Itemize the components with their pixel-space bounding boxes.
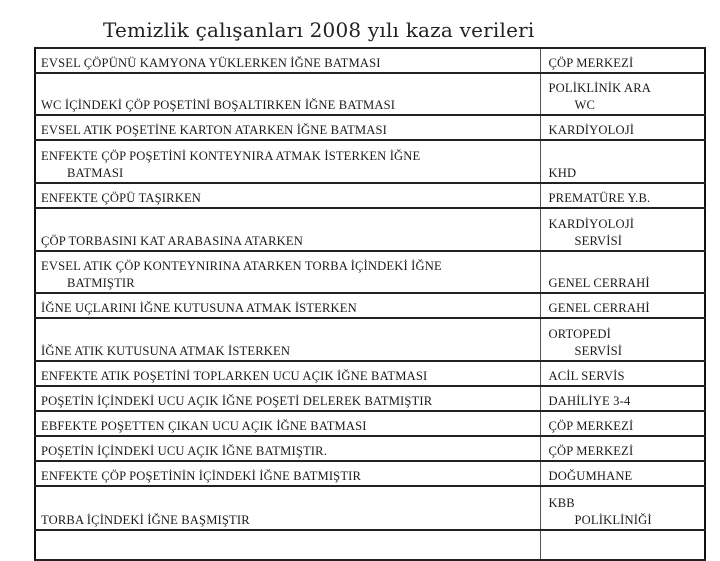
incident-description: TORBA İÇİNDEKİ İĞNE BAŞMIŞTIR	[41, 513, 250, 527]
table-row	[35, 183, 705, 208]
department-name: KARDİYOLOJİ	[548, 217, 635, 231]
incident-description-cell	[35, 361, 540, 386]
incident-description: EVSEL ATIK POŞETİNE KARTON ATARKEN İĞNE BATMASI	[41, 123, 388, 137]
incident-description-cell	[35, 48, 540, 73]
incident-description-cell	[35, 386, 540, 411]
table-row	[35, 140, 705, 183]
department-name: KHD	[548, 166, 577, 180]
table-row	[35, 436, 705, 461]
department-name: POLİKLİNİK ARA	[548, 81, 651, 95]
incident-description: ENFEKTE ÇÖP POŞETİNİN İÇİNDEKİ İĞNE BATMIŞTIR	[41, 469, 362, 483]
incident-description-cell	[35, 115, 540, 140]
table-row	[35, 486, 705, 530]
department-cell	[540, 115, 705, 140]
incident-description-cell	[35, 251, 540, 293]
department-name: KBB	[548, 496, 575, 510]
incident-description-cell	[35, 436, 540, 461]
department-cell	[540, 486, 705, 530]
table-row	[35, 73, 705, 115]
department-cell	[540, 461, 705, 486]
incident-description: EBFEKTE POŞETTEN ÇIKAN UCU AÇIK İĞNE BATMASI	[41, 419, 367, 433]
department-cell	[540, 436, 705, 461]
incident-description: EVSEL ÇÖPÜNÜ KAMYONA YÜKLERKEN İĞNE BATMASI	[41, 56, 381, 70]
incident-description: ENFEKTE ÇÖP POŞETİNİ KONTEYNIRA ATMAK İSTERKEN İĞNE	[41, 149, 421, 163]
department-cell	[540, 140, 705, 183]
table-row	[35, 318, 705, 361]
incident-description-cell	[35, 486, 540, 530]
table-row	[35, 461, 705, 486]
department-name: PREMATÜRE Y.B.	[548, 191, 651, 205]
incident-description-cell	[35, 208, 540, 251]
department-name-continued: SERVİSİ	[574, 234, 623, 248]
department-cell	[540, 183, 705, 208]
table-row	[35, 208, 705, 251]
incident-description: EVSEL ATIK ÇÖP KONTEYNIRINA ATARKEN TORBA İÇİNDEKİ İĞNE	[41, 259, 442, 273]
department-cell	[540, 73, 705, 115]
department-cell	[540, 208, 705, 251]
table-row	[35, 386, 705, 411]
incident-description-cell	[35, 318, 540, 361]
department-cell	[540, 411, 705, 436]
incident-description-cell	[35, 411, 540, 436]
table-row	[35, 251, 705, 293]
incident-description: POŞETİN İÇİNDEKİ UCU AÇIK İĞNE POŞETİ DELEREK BATMIŞTIR	[41, 394, 433, 408]
incident-description: ENFEKTE ÇÖPÜ TAŞIRKEN	[41, 191, 202, 205]
incident-description-continued: BATMIŞTIR	[67, 276, 135, 290]
table-row	[35, 115, 705, 140]
accident-table	[34, 47, 706, 561]
department-name: ACİL SERVİS	[548, 369, 625, 383]
department-name: ORTOPEDİ	[548, 327, 611, 341]
department-cell	[540, 530, 705, 560]
department-name: DOĞUMHANE	[548, 469, 633, 483]
department-cell	[540, 293, 705, 318]
table-row	[35, 530, 705, 560]
department-name: GENEL CERRAHİ	[548, 276, 650, 290]
department-cell	[540, 361, 705, 386]
incident-description: POŞETİN İÇİNDEKİ UCU AÇIK İĞNE BATMIŞTIR.	[41, 444, 328, 458]
incident-description-cell	[35, 461, 540, 486]
incident-description: İĞNE UÇLARINI İĞNE KUTUSUNA ATMAK İSTERKEN	[41, 301, 357, 315]
department-cell	[540, 318, 705, 361]
incident-description: İĞNE ATIK KUTUSUNA ATMAK İSTERKEN	[41, 344, 291, 358]
table-row	[35, 48, 705, 73]
department-name-continued: WC	[574, 98, 596, 112]
department-name: DAHİLİYE 3-4	[548, 394, 631, 408]
incident-description: ÇÖP TORBASINI KAT ARABASINA ATARKEN	[41, 234, 303, 248]
incident-description: ENFEKTE ATIK POŞETİNİ TOPLARKEN UCU AÇIK İĞNE BATMASI	[41, 369, 428, 383]
department-name: KARDİYOLOJİ	[548, 123, 635, 137]
table-row	[35, 293, 705, 318]
department-name-continued: SERVİSİ	[574, 344, 623, 358]
department-name: GENEL CERRAHİ	[548, 301, 650, 315]
department-name: ÇÖP MERKEZİ	[548, 419, 634, 433]
incident-description-cell	[35, 73, 540, 115]
incident-description-cell	[35, 140, 540, 183]
department-cell	[540, 386, 705, 411]
table-row	[35, 411, 705, 436]
table-row	[35, 361, 705, 386]
department-name: ÇÖP MERKEZİ	[548, 56, 634, 70]
incident-description-cell	[35, 530, 540, 560]
slide-title: Temizlik çalışanları 2008 yılı kaza verileri	[103, 18, 535, 42]
incident-description-continued: BATMASI	[67, 166, 124, 180]
incident-description-cell	[35, 183, 540, 208]
department-name-continued: POLİKLİNİĞİ	[574, 513, 652, 527]
department-name: ÇÖP MERKEZİ	[548, 444, 634, 458]
incident-description: WC İÇİNDEKİ ÇÖP POŞETİNİ BOŞALTIRKEN İĞNE BATMASI	[41, 98, 396, 112]
department-cell	[540, 251, 705, 293]
incident-description-cell	[35, 293, 540, 318]
department-cell	[540, 48, 705, 73]
